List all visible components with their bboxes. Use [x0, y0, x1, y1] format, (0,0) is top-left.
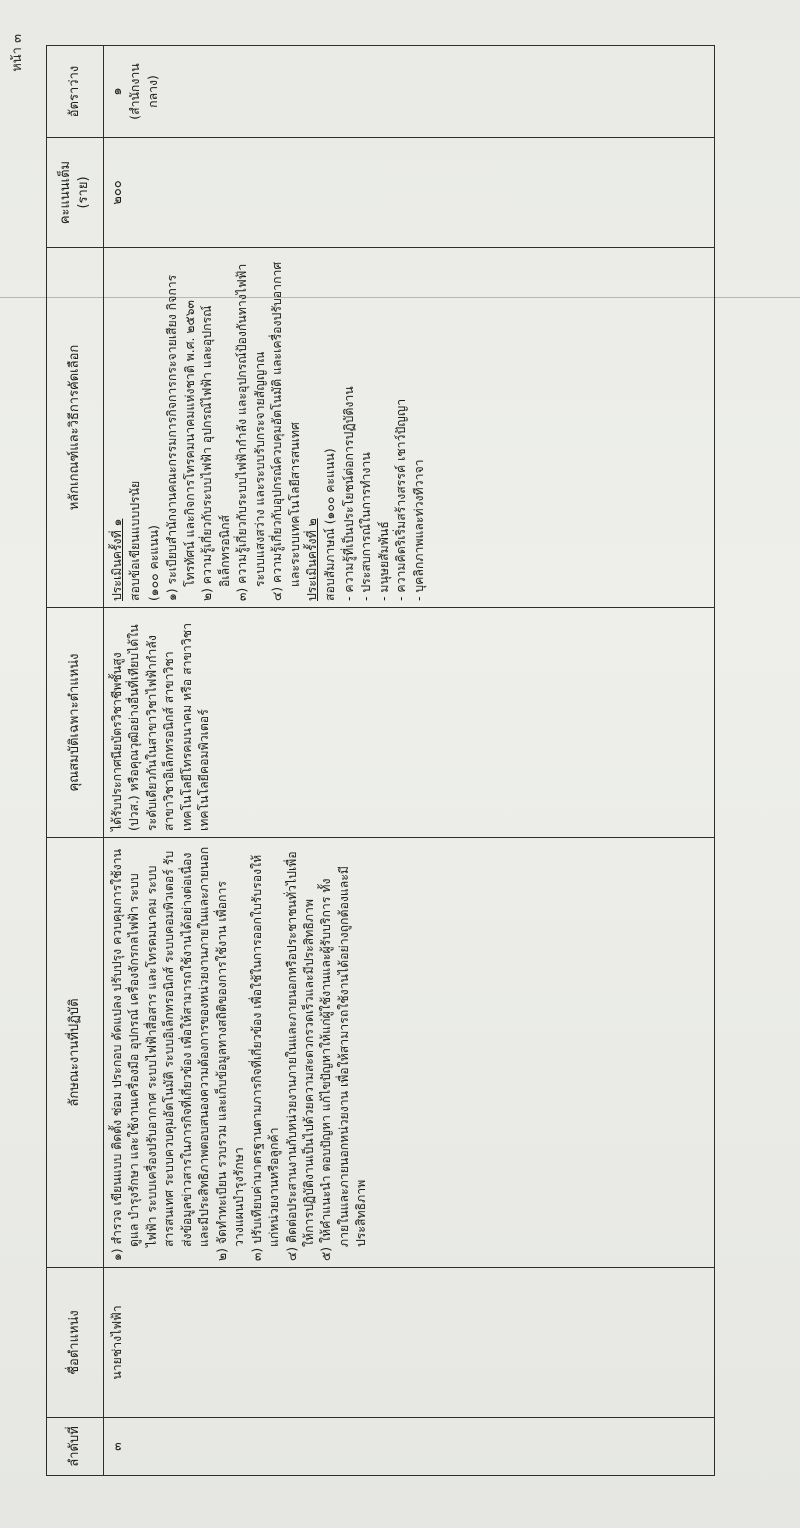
- criteria-part2-item: - ประสบการณ์ในการทำงาน: [359, 452, 374, 601]
- table-row: [104, 46, 715, 1476]
- cell-no: ๓: [104, 1418, 715, 1476]
- page-number: หน้า ๓: [10, 34, 25, 72]
- vacancy-value: ๑: [110, 87, 125, 96]
- duty-item: ๓) ปรับเทียบค่ามาตรฐานตามภารกิจที่เกี่ยวข้อง เพื่อใช้ในการออกใบรับรองให้แก่หน่วยงานหรือลูกค้า: [249, 854, 282, 1261]
- vacancy-note: (สำนักงานกลาง): [128, 63, 160, 120]
- score-value: ๒๐๐: [110, 180, 125, 205]
- cell-qualifications: ได้รับประกาศนียบัตรวิชาชีพชั้นสูง (ปวส.) หรือคุณวุฒิอย่างอื่นที่เทียบได้ในระดับเดียวกันในสาขาวิชาไฟฟ้ากำลัง สาขาวิชาอิเล็กทรอนิกส์ สาขาวิชาเทคโนโลยีโทรคมนาคม หรือ สาขาวิชาเทคโนโลยีคอมพิวเตอร์: [104, 608, 715, 838]
- duty-item: ๕) ให้คำแนะนำ ตอบปัญหา แก้ไขปัญหาให้แก่ผู้ใช้งานและผู้รับบริการ ทั้งภายในและภายนอกหน่วยงาน เพื่อให้สามารถใช้งานได้อย่างถูกต้องและมีประสิทธิภาพ: [319, 865, 369, 1261]
- duty-item: ๔) ติดต่อประสานงานกับหน่วยงานภายในและภายนอกหรือประชาชนทั่วไปเพื่อให้การปฏิบัติงานเป็นไปด้วยความสะดวกรวดเร็วและมีประสิทธิภาพ: [284, 851, 316, 1261]
- criteria-part2-item: - มนุษยสัมพันธ์: [376, 521, 391, 601]
- selection-criteria-table: [46, 45, 715, 1476]
- cell-position-name: นายช่างไฟฟ้า: [104, 1268, 715, 1418]
- column-header-no: ลำดับที่: [47, 1418, 104, 1476]
- cell-score: [104, 138, 715, 248]
- cell-duties: [104, 838, 715, 1268]
- duty-item: ๑) สำรวจ เขียนแบบ ติดตั้ง ซ่อม ประกอบ ดัดแปลง ปรับปรุง ควบคุมการใช้งาน ดูแล บำรุงรักษา และใช้งานเครื่องมือ อุปกรณ์ เครื่องจักรกลไฟฟ้า ระบบไฟฟ้า ระบบเครื่องปรับอากาศ ระบบไฟฟ้าสื่อสาร และโทรคมนาคม ระบบสารสนเทศ ระบบควบคุมอัตโนมัติ ระบบอิเล็กทรอนิกส์ ระบบคอมพิวเตอร์ รับส่งข้อมูลข่าวสารในภารกิจที่เกี่ยวข้อง เพื่อให้สามารถใช้งานได้อย่างต่อเนื่องและมีประสิทธิภาพตอบสนองความต้องการของหน่วยงานภายในและภายนอก: [110, 846, 212, 1261]
- column-header-qualifications: คุณสมบัติเฉพาะตำแหน่ง: [47, 608, 104, 838]
- criteria-part1-item: ๔) ความรู้เกี่ยวกับอุปกรณ์ควบคุมอัตโนมัติ และเครื่องปรับอากาศ และระบบเทคโนโลยีสารสนเทศ: [270, 261, 302, 601]
- criteria-part2-subtitle: สอบสัมภาษณ์ (๑๐๐ คะแนน): [323, 448, 338, 601]
- criteria-part1-subtitle: สอบข้อเขียนแบบปรนัย: [128, 480, 143, 601]
- column-header-vacancy: อัตราว่าง: [47, 46, 104, 138]
- cell-vacancy: [104, 46, 715, 138]
- table-header-row: [47, 46, 104, 1476]
- column-header-position: ชื่อตำแหน่ง: [47, 1268, 104, 1418]
- column-header-duties: ลักษณะงานที่ปฏิบัติ: [47, 838, 104, 1268]
- criteria-part1-item: ๑) ระเบียบสำนักงานคณะกรรมการกิจการกระจายเสียง กิจการโทรทัศน์ และกิจการโทรคมนาคมแห่งชาติ พ.ศ. ๒๕๖๓: [165, 274, 197, 601]
- cell-criteria: [104, 248, 715, 608]
- column-header-criteria: หลักเกณฑ์และวิธีการคัดเลือก: [47, 248, 104, 608]
- criteria-part2-title: ประเมินครั้งที่ ๒: [304, 518, 319, 601]
- column-header-score-line1: คะแนนเต็ม: [57, 160, 73, 225]
- criteria-part1-title: ประเมินครั้งที่ ๑: [110, 518, 124, 601]
- criteria-part2-item: - ความคิดริเริ่มสร้างสรรค์ เชาว์ปัญญา: [394, 398, 409, 601]
- column-header-score: [47, 138, 104, 248]
- duty-item: ๒) จัดทำทะเบียน รวบรวม และเก็บข้อมูลทางสถิติของการใช้งาน เพื่อการวางแผนบำรุงรักษา: [214, 881, 247, 1261]
- criteria-part1-score: (๑๐๐ คะแนน): [146, 525, 161, 601]
- criteria-part1-item: ๒) ความรู้เกี่ยวกับระบบไฟฟ้า อุปกรณ์ไฟฟ้า และอุปกรณ์อิเล็กทรอนิกส์: [200, 305, 232, 601]
- column-header-score-line2: (ราย): [76, 176, 91, 209]
- criteria-part1-item: ๓) ความรู้เกี่ยวกับระบบไฟฟ้ากำลัง และอุปกรณ์ป้องกันทางไฟฟ้า ระบบแสงสว่าง และระบบรับกระจายสัญญาณ: [235, 263, 267, 601]
- criteria-part2-item: - บุคลิกภาพและท่วงทีวาจา: [411, 459, 426, 601]
- criteria-part2-item: - ความรู้ที่เป็นประโยชน์ต่อการปฏิบัติงาน: [341, 386, 356, 601]
